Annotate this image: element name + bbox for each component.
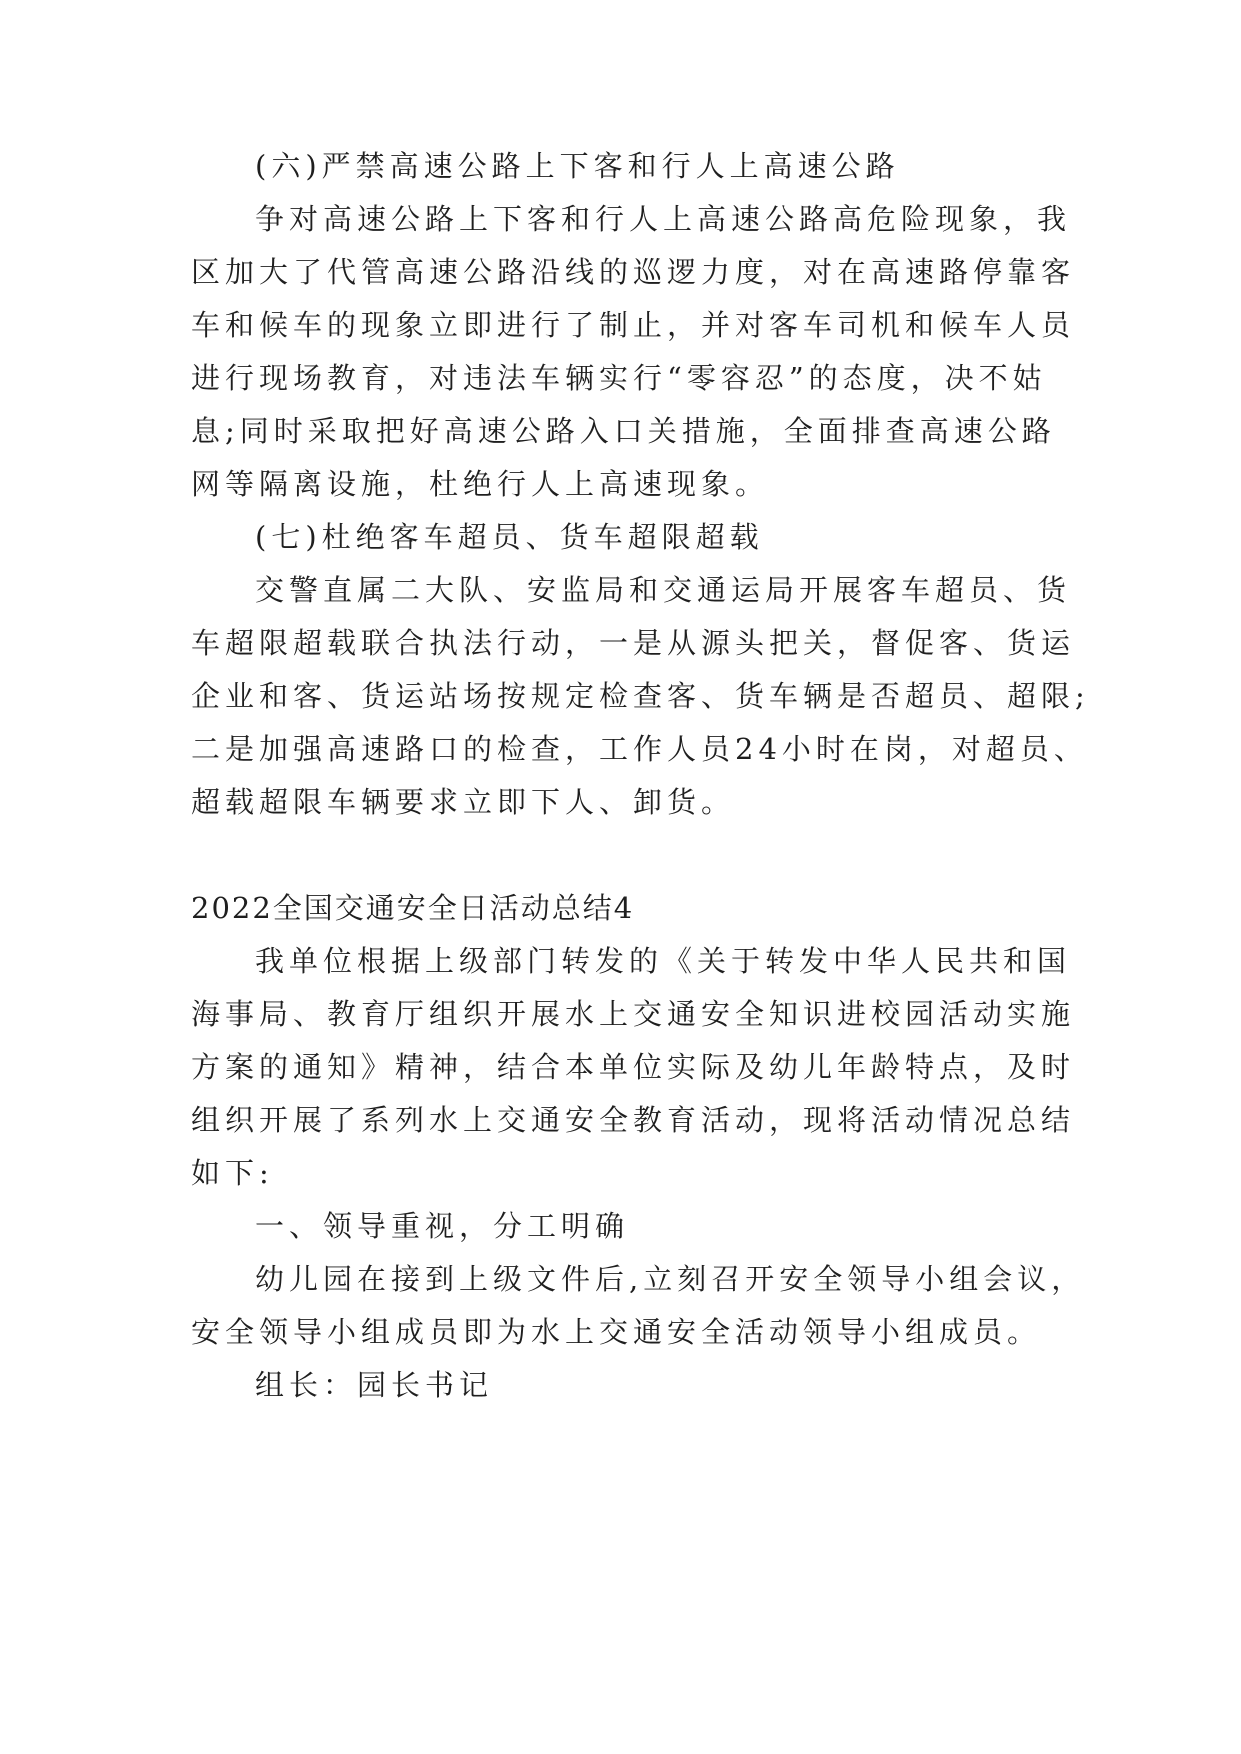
paragraph-line: 海事局、教育厅组织开展水上交通安全知识进校园活动实施 xyxy=(191,997,1076,1031)
paragraph-line: 我单位根据上级部门转发的《关于转发中华人民共和国 xyxy=(255,944,1072,978)
paragraph-line: 息;同时采取把好高速公路入口关措施，全面排查高速公路 xyxy=(191,414,1056,448)
subheading-7: (七)杜绝客车超员、货车超限超载 xyxy=(255,520,764,554)
paragraph-line: 车和候车的现象立即进行了制止，并对客车司机和候车人员 xyxy=(191,308,1076,342)
paragraph-line: 企业和客、货运站场按规定检查客、货车辆是否超员、超限; xyxy=(191,679,1090,713)
paragraph-line: 进行现场教育，对违法车辆实行“零容忍”的态度，决不姑 xyxy=(191,361,1047,395)
paragraph-line: 幼儿园在接到上级文件后,立刻召开安全领导小组会议， xyxy=(255,1262,1086,1296)
paragraph-line: 二是加强高速路口的检查，工作人员24小时在岗，对超员、 xyxy=(191,732,1088,766)
paragraph-line: 网等隔离设施，杜绝行人上高速现象。 xyxy=(191,467,770,501)
paragraph-line: 组长：园长书记 xyxy=(255,1368,494,1402)
section-title: 2022全国交通安全日活动总结4 xyxy=(191,891,635,925)
paragraph-line: 方案的通知》精神，结合本单位实际及幼儿年龄特点，及时 xyxy=(191,1050,1076,1084)
subheading-leadership: 一、领导重视，分工明确 xyxy=(255,1209,630,1243)
subheading-6: (六)严禁高速公路上下客和行人上高速公路 xyxy=(255,149,900,183)
paragraph-line: 如下: xyxy=(191,1156,274,1190)
paragraph-line: 组织开展了系列水上交通安全教育活动，现将活动情况总结 xyxy=(191,1103,1076,1137)
paragraph-line: 争对高速公路上下客和行人上高速公路高危险现象，我 xyxy=(255,202,1072,236)
paragraph-line: 超载超限车辆要求立即下人、卸货。 xyxy=(191,785,736,819)
paragraph-line: 车超限超载联合执法行动，一是从源头把关，督促客、货运 xyxy=(191,626,1076,660)
paragraph-line: 安全领导小组成员即为水上交通安全活动领导小组成员。 xyxy=(191,1315,1042,1349)
paragraph-line: 区加大了代管高速公路沿线的巡逻力度，对在高速路停靠客 xyxy=(191,255,1076,289)
paragraph-line: 交警直属二大队、安监局和交通运局开展客车超员、货 xyxy=(255,573,1072,607)
